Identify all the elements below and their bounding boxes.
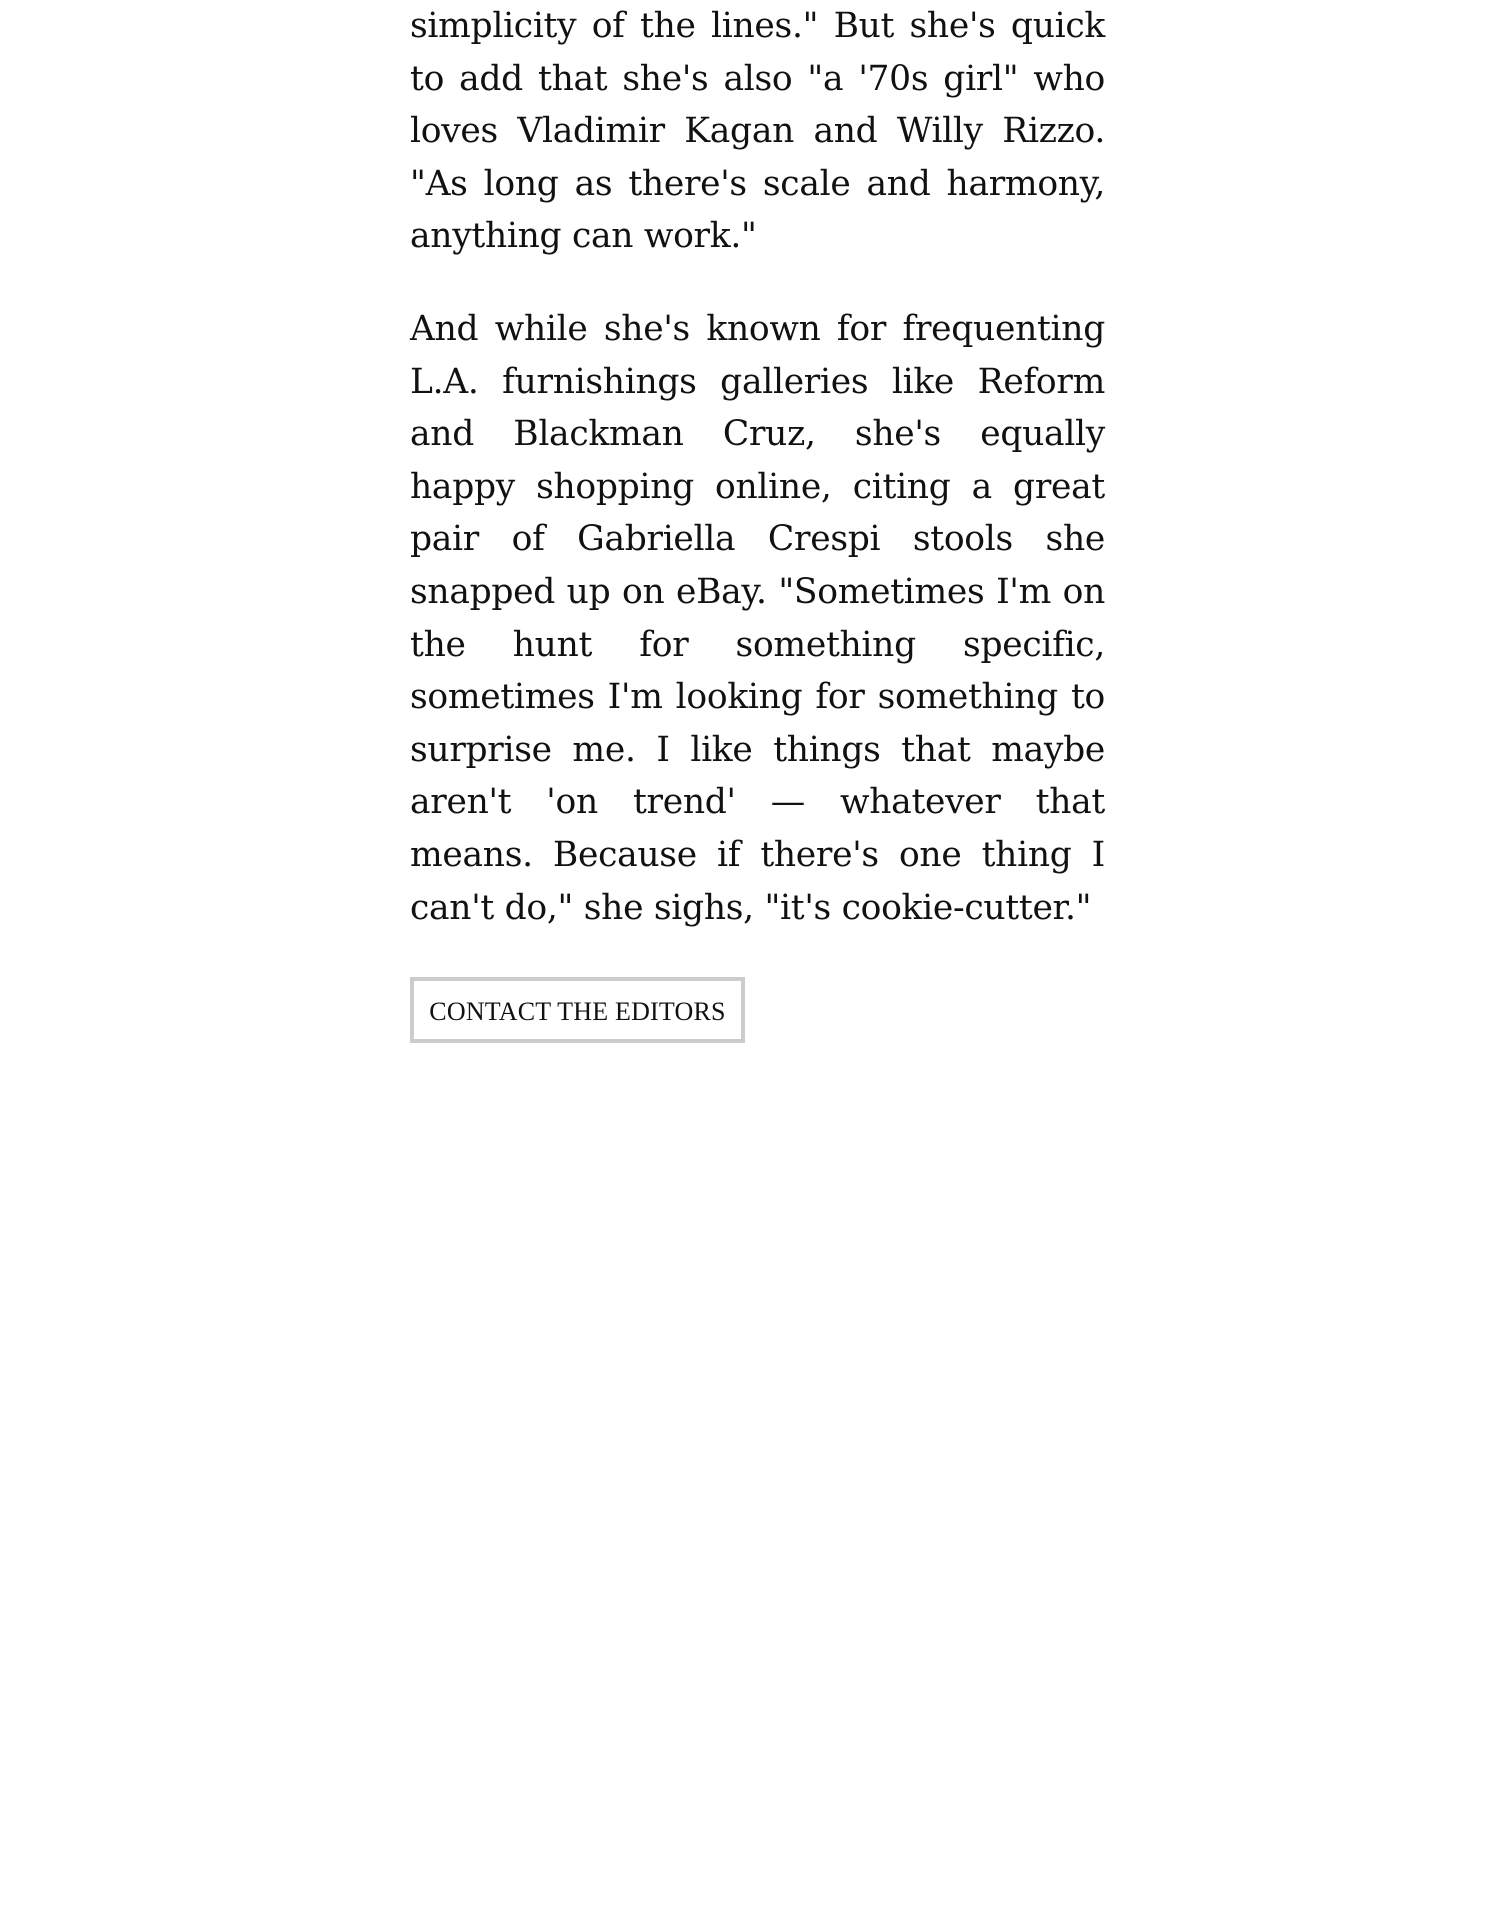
- article-paragraph: simplicity of the lines." But she's quick to add that she's also "a '70s girl" who loves Vladimir Kagan and Willy Rizzo. "As long as there's scale and harmony, anything can work.": [410, 6, 1105, 257]
- article-body: [410, 0, 1105, 1043]
- contact-editors-button[interactable]: CONTACT THE EDITORS: [410, 977, 745, 1043]
- article-paragraph: And while she's known for frequenting L.A. furnishings galleries like Reform and Blackman Cruz, she's equally happy shopping online, citing a great pair of Gabriella Crespi stools she snapped up on eBay. "Sometimes I'm on the hunt for something specific, sometimes I'm looking for something to surprise me. I like things that maybe aren't 'on trend' — whatever that means. Because if there's one thing I can't do," she sighs, "it's cookie-cutter.": [410, 308, 1105, 928]
